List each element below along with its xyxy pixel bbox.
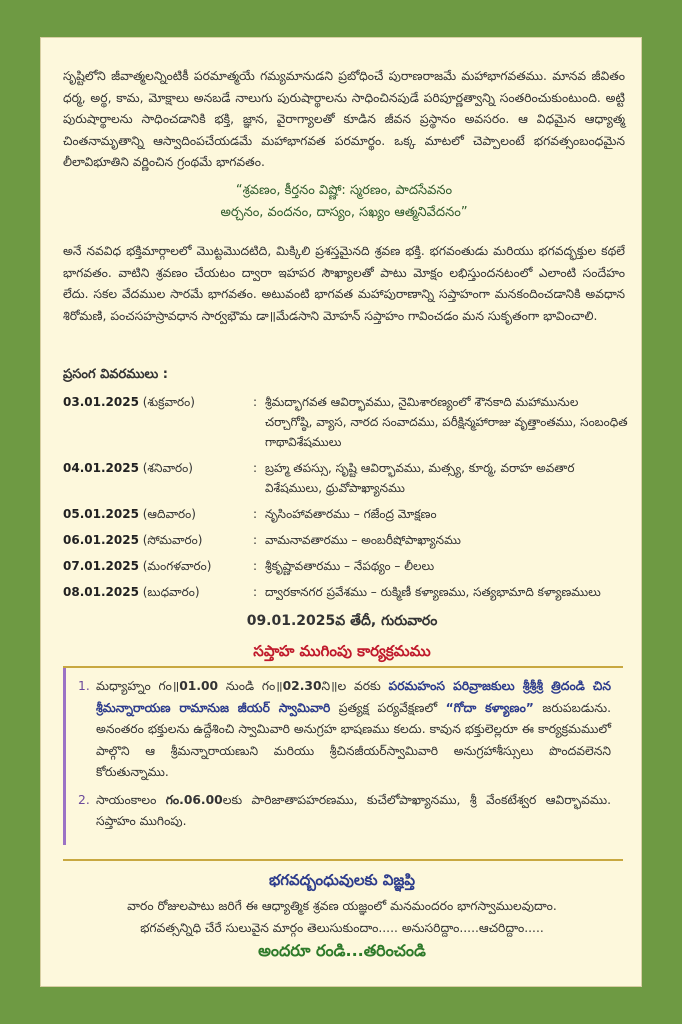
schedule-row [63, 502, 629, 528]
notice-title: భగవద్బంధువులకు విజ్ఞప్తి [268, 871, 416, 889]
colon: : [253, 395, 258, 409]
notice-text [63, 895, 621, 939]
second-paragraph: అనే నవవిధ భక్తిమార్గాలలో మొట్టమొదటిది, మిక్కిలి ప్రశస్తమైనది శ్రవణ భక్తి. భగవంతుడు మరియు భగవద్భక్తుల కథలే భాగవతం. వాటిని శ్రవణం చేయటం ద్వారా ఇహపర సౌఖ్యాలతో పాటు మోక్షం లభిస్తుందనటంలో ఎలాంటి సందేహం లేదు. సకల వేదముల సారమే భాగవతం. అటువంటి భాగవత మహాపురాణాన్ని సప్తాహంగా మనకందించడానికి అవధాన శిరోమణి, పంచసహస్రావధాన సార్వభౌమ డా॥మేడసాని మోహన్ సప్తాహం గావించడం మన సుకృతంగా భావించాలి. [63, 244, 625, 323]
weekday: (శుక్రవారం) [142, 395, 195, 409]
goda-kalyanam: “గోదా కళ్యాణం” [445, 700, 534, 715]
schedule-row [63, 554, 629, 580]
weekday: (శనివారం) [142, 461, 193, 475]
date-value: 06.01.2025 [63, 533, 139, 547]
item-text: నుండి గం॥ [218, 679, 283, 693]
final-program-title: సప్తాహ ముగింపు కార్యక్రమము [253, 642, 431, 660]
intro-paragraph: సృష్టిలోని జీవాత్మలన్నింటికీ పరమాత్మయే గమ్యమానుడని ప్రబోధించే పురాణరాజమే మహాభాగవతము. మానవ జీవితం ధర్మ, అర్థ, కామ, మోక్షాలు అనబడే నాలుగు పురుషార్థాలను సాధించినపుడే పరిపూర్ణత్వాన్ని సంతరించుకుంటుంది. అట్టి పురుషార్థాలను సాధించడానికి భక్తి, జ్ఞాన, వైరాగ్యాలతో కూడిన జీవన ప్రస్థానం అవసరం. ఆ విధమైన ఆధ్యాత్మ చింతనామృతాన్ని ఆస్వాదింపచేయడమే మహాభాగవత పరమార్థం. ఒక్క మాటలో చెప్పాలంటే భగవత్సంబంధమైన లీలావిభూతిని వర్ణించిన గ్రంథమే భాగవతం. [63, 69, 625, 170]
date-value: 07.01.2025 [63, 559, 139, 573]
closing-line: అందరూ రండి...తరించండి [258, 941, 426, 960]
item-number: 1. [78, 679, 90, 693]
schedule-heading: ప్రసంగ వివరములు : [63, 367, 168, 382]
item-text: జరుపబడును. అనంతరం భక్తులను ఉద్దేశించి స్వామివారి అనుగ్రహ భాషణము కలదు. కావున భక్తులెల్లరూ ఈ కార్యక్రమములో పాల్గొని ఆ శ్రీమన్నారాయణుని మరియు శ్రీచినజీయర్‌స్వామివారి అనుగ్రహాశీస్సులు పొందవలెనని కోరుతున్నాము. [96, 700, 612, 779]
schedule-table [63, 390, 629, 606]
schedule-row [63, 580, 629, 606]
invitation-card [40, 37, 642, 987]
schedule-topic: శ్రీకృష్ణావతారము – నేపథ్యం – లీలలు [265, 559, 435, 573]
schedule-topic: వామనావతారము – అంబరీషోపాఖ్యానము [265, 533, 461, 547]
schedule-row [63, 390, 629, 456]
weekday: (బుధవారం) [142, 585, 200, 599]
colon: : [253, 585, 258, 599]
time-start: 01.00 [179, 679, 219, 693]
notice-line-2: భగవత్సన్నిధి చేరే సులువైన మార్గం తెలుసుకుందాం..... అనుసరిద్దాం.....ఆచరిద్దాం..... [140, 921, 544, 935]
weekday: (సోమవారం) [142, 533, 203, 547]
schedule-topic: శ్రీమద్భాగవత ఆవిర్భావము, నైమిశారణ్యంలో శౌనకాది మహామునుల చర్చాగోష్ఠి, వ్యాస, నారద సంవాదము, పరీక్షిన్మహారాజు వృత్తాంతము, సంబంధిత గాథావిశేషములు [265, 395, 628, 449]
item-text: ని॥ల వరకు [321, 679, 389, 693]
schedule-row [63, 456, 629, 502]
schedule-row [63, 528, 629, 554]
time-end: 02.30 [282, 679, 322, 693]
schedule-date [63, 456, 253, 502]
swamiji-name: పరమహంస పరివ్రాజకులు శ్రీశ్రీశ్రీ త్రిదండి చిన శ్రీమన్నారాయణ రామానుజ జీయర్ స్వామివారి [96, 679, 611, 715]
item-number: 2. [78, 792, 90, 807]
schedule-topic: ద్వారకానగర ప్రవేశము – రుక్మిణీ కళ్యాణము, సత్యభామాది కళ్యాణములు [265, 585, 601, 599]
schedule-date [63, 580, 253, 606]
date-value: 08.01.2025 [63, 585, 139, 599]
colon: : [253, 533, 258, 547]
divider-bottom [63, 859, 623, 861]
final-day: 09.01.2025వ తేదీ, గురువారం [246, 613, 438, 629]
evening-time: గం.06.00 [165, 792, 223, 807]
item-text: లకు పారిజాతాపహరణము, కుచేలోపాఖ్యానము, శ్రీ వేంకటేశ్వర ఆవిర్భావము. సప్తాహం ముగింపు. [96, 792, 612, 828]
schedule-date [63, 528, 253, 554]
date-value: 04.01.2025 [63, 461, 139, 475]
final-item-1 [78, 676, 611, 784]
weekday: (ఆదివారం) [142, 507, 196, 521]
final-program-box [63, 668, 623, 845]
verse-block [63, 180, 625, 224]
item-text: మధ్యాహ్నం గం॥ [96, 679, 180, 693]
schedule-topic: నృసింహావతారము – గజేంద్ర మోక్షణం [265, 507, 437, 521]
schedule-date [63, 554, 253, 580]
item-text: ప్రత్యక్ష పర్యవేక్షణలో [330, 700, 446, 715]
schedule-date [63, 502, 253, 528]
date-value: 03.01.2025 [63, 395, 139, 409]
verse-line-1: “శ్రవణం, కీర్తనం విష్ణో: స్మరణం, పాదసేవనం [235, 183, 453, 198]
schedule-topic: బ్రహ్మ తపస్సు, సృష్టి ఆవిర్భావము, మత్స్య, కూర్మ, వరాహ అవతార విశేషములు, ధ్రువోపాఖ్యానము [265, 461, 575, 495]
notice-line-1: వారం రోజులపాటు జరిగే ఈ ఆధ్యాత్మిక శ్రవణ యజ్ఞంలో మనమందరం భాగస్వాములవుదాం. [127, 899, 557, 913]
schedule-date [63, 390, 253, 456]
final-item-2 [78, 790, 611, 833]
colon: : [253, 507, 258, 521]
colon: : [253, 559, 258, 573]
verse-line-2: అర్చనం, వందనం, దాస్యం, సఖ్యం ఆత్మనివేదనం” [220, 205, 468, 220]
weekday: (మంగళవారం) [142, 559, 212, 573]
colon: : [253, 461, 258, 475]
item-text: సాయంకాలం [96, 792, 166, 807]
date-value: 05.01.2025 [63, 507, 139, 521]
